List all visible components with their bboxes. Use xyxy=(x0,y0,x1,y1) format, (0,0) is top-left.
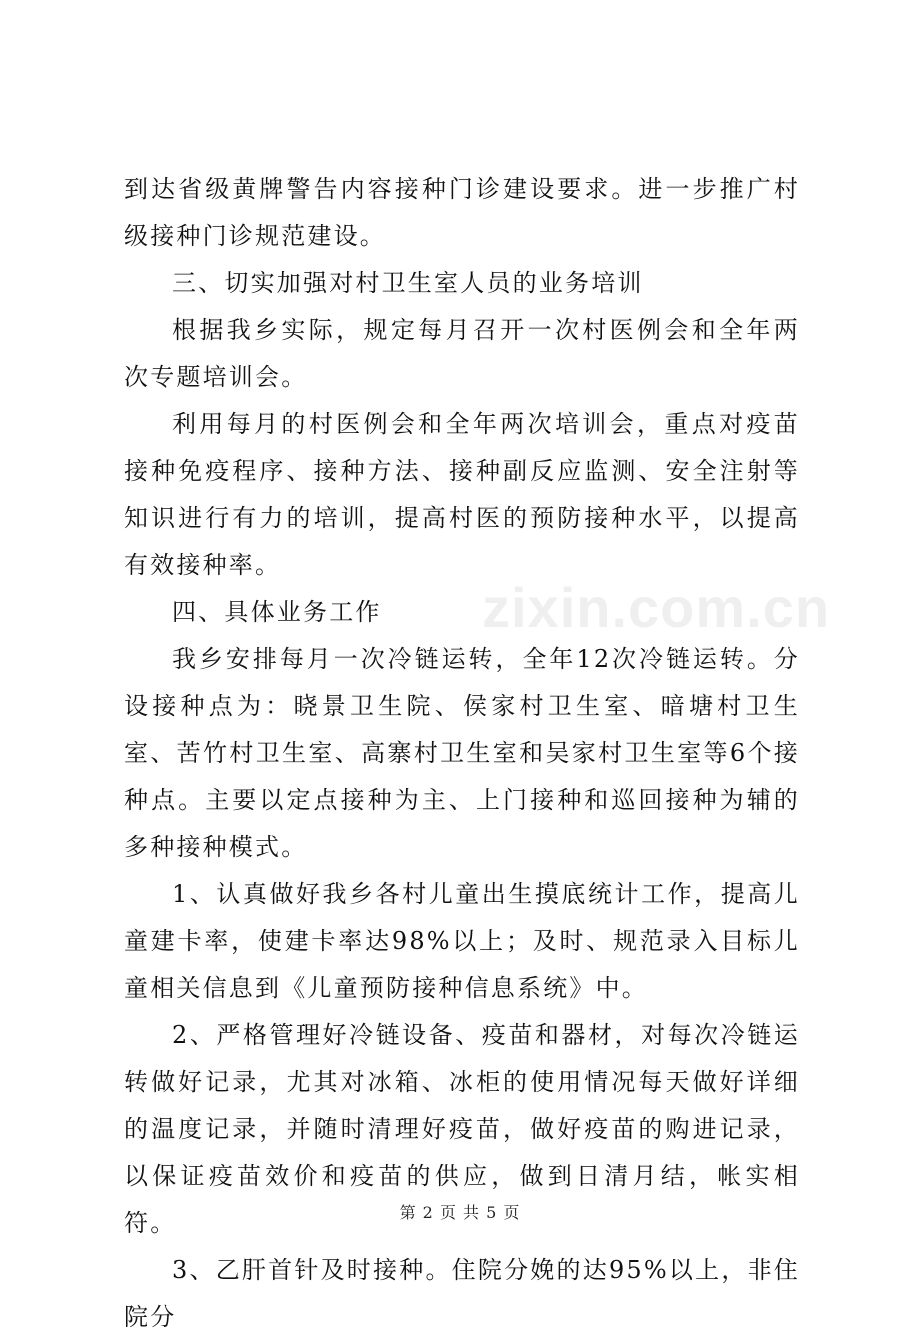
list-item-3: 3、乙肝首针及时接种。住院分娩的达95%以上，非住院分 xyxy=(124,1256,800,1331)
list-item-1: 1、认真做好我乡各村儿童出生摸底统计工作，提高儿童建卡率，使建卡率达98%以上；及时、规范录入目标儿童相关信息到《儿童预防接种信息系统》中。 xyxy=(124,880,800,1002)
section-heading-4: 四、具体业务工作 xyxy=(172,598,382,626)
list-item-2: 2、严格管理好冷链设备、疫苗和器材，对每次冷链运转做好记录，尤其对冰箱、冰柜的使用情况每天做好详细的温度记录，并随时清理好疫苗，做好疫苗的购进记录，以保证疫苗效价和疫苗的供应，做到日清月结，帐实相符。 xyxy=(124,1021,800,1237)
watermark-logo: zixin.com.cn xyxy=(482,576,831,639)
paragraph-cold-chain: 我乡安排每月一次冷链运转，全年12次冷链运转。分设接种点为：晓景卫生院、侯家村卫生室、暗塘村卫生室、苦竹村卫生室、高寨村卫生室和吴家村卫生室等6个接种点。主要以定点接种为主、上门接种和巡回接种为辅的多种接种模式。 xyxy=(124,645,800,861)
paragraph-continuation: 到达省级黄牌警告内容接种门诊建设要求。进一步推广村级接种门诊规范建设。 xyxy=(124,175,800,250)
paragraph-training-schedule: 根据我乡实际，规定每月召开一次村医例会和全年两次专题培训会。 xyxy=(124,316,800,391)
document-body xyxy=(124,166,831,1341)
page-number-footer: 第 2 页 共 5 页 xyxy=(399,1203,521,1222)
paragraph-training-content: 利用每月的村医例会和全年两次培训会，重点对疫苗接种免疫程序、接种方法、接种副反应监测、安全注射等知识进行有力的培训，提高村医的预防接种水平，以提高有效接种率。 xyxy=(124,410,800,579)
section-heading-3: 三、切实加强对村卫生室人员的业务培训 xyxy=(172,269,644,297)
